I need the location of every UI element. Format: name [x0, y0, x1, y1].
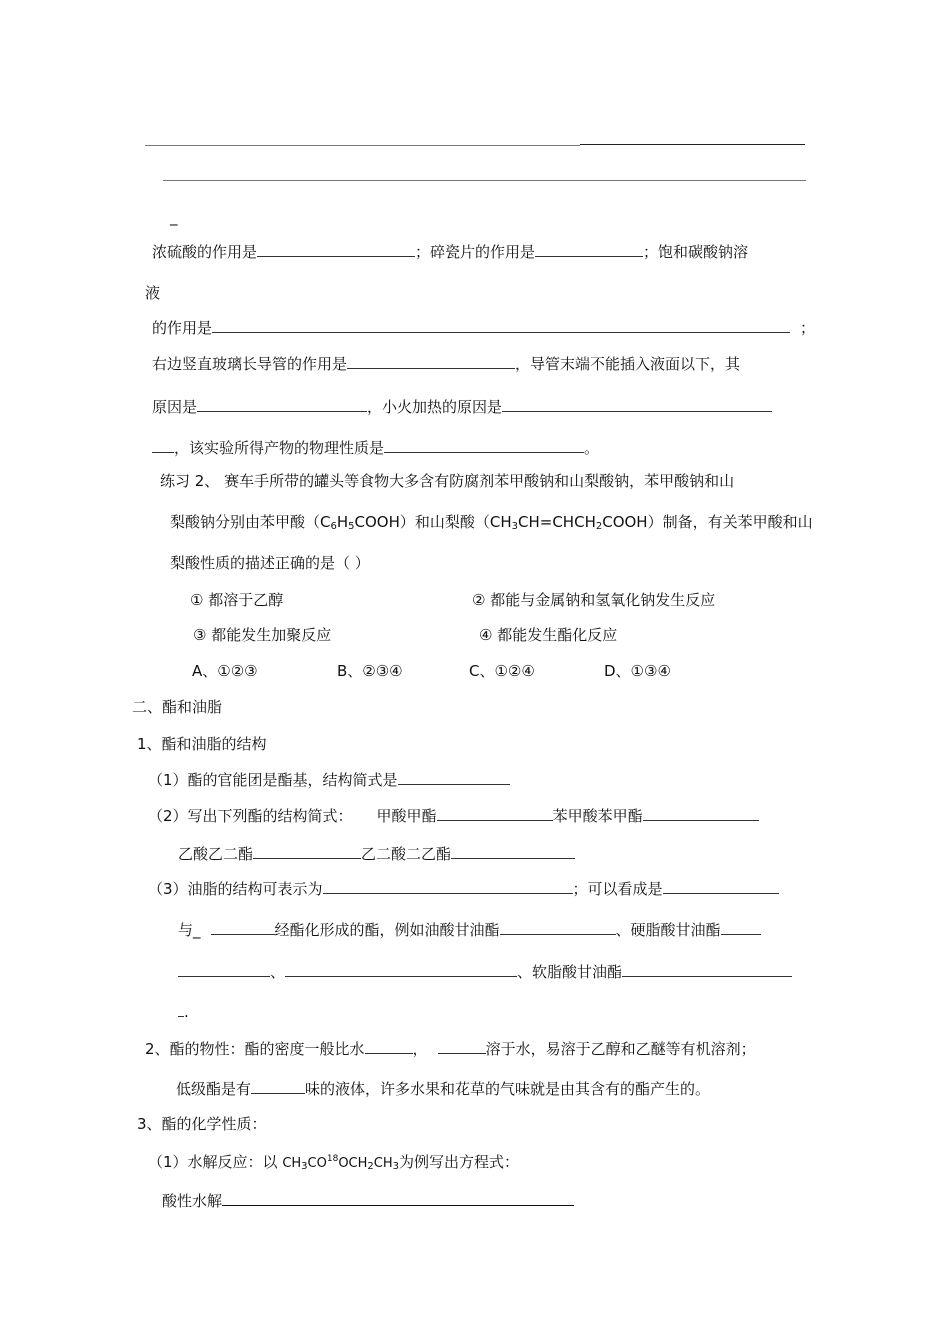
p2-b: ，导管末端不能插入液面以下，其 — [515, 355, 741, 373]
answer-rule-top-1 — [145, 145, 580, 146]
h2-line1 — [145, 1037, 756, 1060]
blank-regarded-as[interactable] — [663, 877, 779, 894]
q1 — [148, 768, 510, 791]
ex2-sub4: 2 — [595, 521, 603, 532]
q3d: 经酯化形成的酯，例如油酸甘油酯 — [274, 921, 500, 939]
p1-b: 是 — [242, 243, 258, 261]
p1-d: ；饱和碳酸钠溶 — [643, 243, 749, 261]
blank-ethylene-diacetate[interactable] — [253, 842, 361, 859]
h2d: 低级酯是有 — [176, 1080, 252, 1098]
ex2-sub3: 3 — [511, 521, 519, 532]
blank-odor[interactable] — [251, 1077, 305, 1094]
blank-porcelain[interactable] — [535, 240, 643, 257]
option-b[interactable]: B、②③④ — [337, 662, 403, 680]
ex2-l2-m2: COOH）和山梨酸（CH — [354, 513, 512, 531]
ex2-l2-m1: H — [336, 513, 349, 531]
blank-tristearin-a[interactable] — [721, 918, 761, 935]
blank-tristearin-b[interactable] — [178, 960, 270, 977]
q3-line2 — [178, 918, 761, 941]
q1-text: （1）酯的官能团是酯基，结构简式是 — [148, 771, 398, 789]
q3e: 、硬脂酸甘油酯 — [615, 921, 721, 939]
p2-c: 原因是 — [152, 398, 198, 416]
h2a: 2、酯的物性：酯的密度一般比水 — [145, 1040, 365, 1058]
ex2-sub2: 5 — [348, 521, 355, 532]
p1-f: ； — [800, 319, 816, 337]
p2-a: 右边竖直玻璃长导管的作用是 — [152, 355, 348, 373]
q3-line1 — [148, 877, 779, 900]
blank-methyl-formate[interactable] — [437, 804, 553, 821]
heading-1: 1、酯和油脂的结构 — [137, 735, 267, 753]
r2 — [162, 1189, 574, 1212]
blank-solubility[interactable] — [438, 1037, 486, 1054]
h2e: 味的液体，许多水果和花草的气味就是由其含有的酯产生的。 — [305, 1080, 711, 1098]
blank-fat-structure[interactable] — [323, 877, 573, 894]
r1f3: OCH — [338, 1156, 368, 1171]
blank-low-heat-cont[interactable] — [152, 436, 174, 453]
option-a[interactable]: A、①②③ — [192, 662, 258, 680]
r2-text: 酸性水解 — [162, 1192, 223, 1210]
p1-line1 — [152, 240, 748, 263]
statement-1: ① 都溶于乙醇 — [190, 591, 284, 609]
blank-acid-hydrolysis[interactable] — [222, 1189, 574, 1206]
q3h: . — [184, 1003, 189, 1021]
blank-low-heat[interactable] — [502, 395, 772, 412]
r1sup: 18 — [326, 1154, 339, 1164]
ex2-line1: 练习 2、 赛车手所带的罐头等食物大多含有防腐剂苯甲酸钠和山梨酸钠，苯甲酸钠和山 — [160, 472, 735, 490]
option-d[interactable]: D、①③④ — [604, 662, 671, 680]
statement-4: ④ 都能发生酯化反应 — [479, 626, 618, 644]
h2c: 溶于水，易溶于乙醇和乙醚等有机溶剂； — [485, 1040, 756, 1058]
p1-wrap: 液 — [145, 284, 161, 302]
q3c2: _ — [193, 921, 201, 939]
top-stub: _ — [170, 208, 178, 226]
blank-triolein[interactable] — [500, 918, 616, 935]
q2e: 乙二酸二乙酯 — [361, 845, 452, 863]
blank-physical-property[interactable] — [384, 436, 584, 453]
q2a: （2）写出下列酯的结构简式： — [148, 807, 353, 825]
ex2-line3: 梨酸性质的描述正确的是（ ） — [170, 554, 370, 572]
r1f1: CH — [282, 1156, 302, 1171]
blank-diethyl-oxalate[interactable] — [451, 842, 575, 859]
p1-e: 的作用是 — [152, 319, 213, 337]
r1b: 为例写出方程式： — [399, 1153, 520, 1171]
r1 — [148, 1151, 519, 1175]
ex2-sub1: 6 — [330, 521, 337, 532]
q2c: 苯甲酸苯甲酯 — [552, 807, 643, 825]
p2-d: ，小火加热的原因是 — [367, 398, 503, 416]
section-2-title: 二、酯和油脂 — [132, 698, 223, 716]
blank-tristearin-c[interactable] — [285, 960, 517, 977]
r1f4: CH — [373, 1156, 393, 1171]
q3a: （3）油脂的结构可表示为 — [148, 880, 323, 898]
p2-line2 — [152, 395, 772, 418]
p2-line3 — [152, 436, 599, 459]
r1a: （1）水解反应：以 — [148, 1153, 283, 1171]
p1-line3 — [152, 316, 815, 339]
statement-2: ② 都能与金属钠和氢氧化钠发生反应 — [472, 591, 716, 609]
blank-density[interactable] — [365, 1037, 413, 1054]
blank-ester-group[interactable] — [398, 768, 510, 785]
ex2-l2-m3: CH=CHCH — [518, 513, 596, 531]
heading-3: 3、酯的化学性质： — [137, 1115, 267, 1133]
h2b: ， — [412, 1040, 428, 1058]
q3g: 、软脂酸甘油酯 — [517, 963, 623, 981]
q2d: 乙酸乙二酯 — [178, 845, 254, 863]
blank-sodium-carbonate[interactable] — [212, 316, 790, 333]
blank-tripalmitin[interactable] — [622, 960, 792, 977]
q3b: ；可以看成是 — [572, 880, 663, 898]
blank-reason[interactable] — [197, 395, 367, 412]
answer-rule-top-1b — [580, 144, 805, 145]
ex2-line2 — [170, 511, 813, 533]
p2-e: ，该实验所得产物的物理性质是 — [174, 439, 385, 457]
q3f: 、 — [270, 963, 286, 981]
blank-sulfuric-acid[interactable] — [257, 240, 415, 257]
r1f2: CO — [307, 1156, 327, 1171]
p2-line1 — [152, 352, 740, 375]
statement-3: ③ 都能发生加聚反应 — [193, 626, 332, 644]
answer-rule-top-2 — [163, 180, 806, 181]
ex2-l2-post: COOH）制备，有关苯甲酸和山 — [602, 513, 813, 531]
p1-a: 浓硫酸的作用 — [152, 243, 243, 261]
blank-benzyl-benzoate[interactable] — [643, 804, 759, 821]
q2b: 甲酸甲酯 — [376, 807, 437, 825]
ex2-l2-pre: 梨酸钠分别由苯甲酸（C — [170, 513, 331, 531]
h2-line2 — [176, 1077, 710, 1100]
p1-c: ；碎瓷片的作用是 — [415, 243, 536, 261]
r1s2: 2 — [367, 1161, 374, 1172]
blank-glass-tube[interactable] — [347, 352, 515, 369]
r1s3: 3 — [392, 1161, 400, 1172]
p2-f: 。 — [584, 439, 600, 457]
q2-line1 — [148, 804, 759, 827]
q3c: 与 — [178, 921, 194, 939]
q3-line4 — [178, 1000, 189, 1023]
option-c[interactable]: C、①②④ — [469, 662, 535, 680]
q3-line3 — [178, 960, 792, 983]
blank-fatty-acid[interactable] — [211, 918, 275, 935]
r1s1: 3 — [301, 1161, 308, 1172]
q2-line2 — [178, 842, 575, 865]
